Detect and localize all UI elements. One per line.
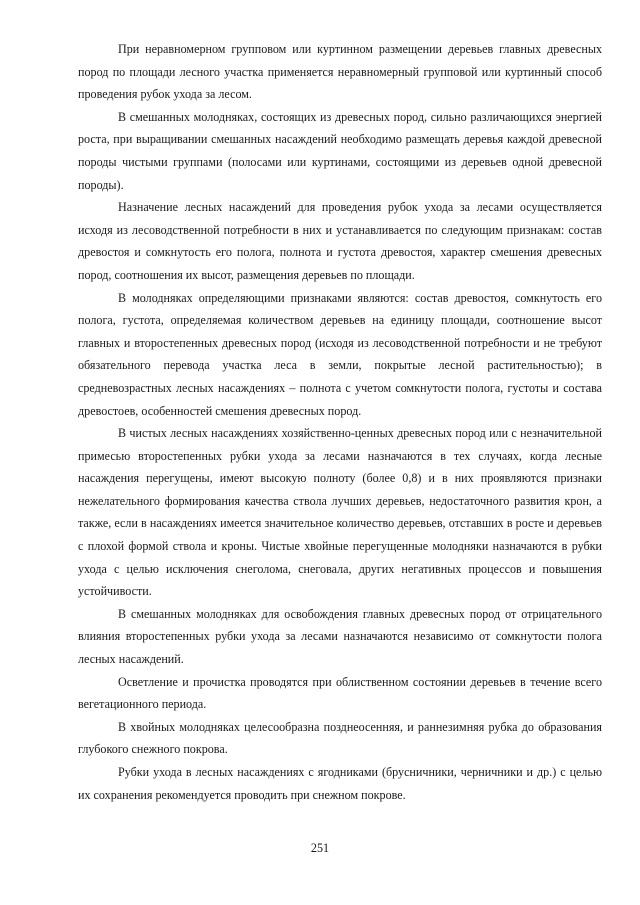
paragraph: В смешанных молодняках для освобождения главных древесных пород от отрицательного влияния второстепенных рубки ухода за лесами назначаются независимо от сомкнутости полога лесных насаждений. bbox=[78, 606, 602, 667]
page-number: 251 bbox=[310, 841, 330, 855]
paragraph: Рубки ухода в лесных насаждениях с ягодниками (брусничники, черничники и др.) с целью их сохранения рекомендуется проводить при снежном покрове. bbox=[78, 765, 602, 802]
document-body bbox=[78, 38, 602, 806]
paragraph: При неравномерном групповом или куртинном размещении деревьев главных древесных пород по площади лесного участка применяется неравномерный групповой или куртинный способ проведения рубок ухода за лесом. bbox=[78, 42, 602, 102]
paragraph: В хвойных молодняках целесообразна позднеосенняя, и раннезимняя рубка до образования глубокого снежного покрова. bbox=[78, 719, 602, 757]
paragraph: В чистых лесных насаждениях хозяйственно-ценных древесных пород или с незначительной примесью второстепенных рубки ухода за лесами назначаются в тех случаях, когда лесные насаждения перегущены, имеют высокую полноту (более 0,8) и в них проявляются признаки нежелательного формирования качества ствола лучших деревьев, недостаточного развития крон, а также, если в насаждениях имеется значительное количество деревьев, отставших в росте и деревьев с плохой формой ствола и кроны. Чистые хвойные перегущенные молодняки назначаются в рубки ухода с целью исключения снеголома, снеговала, других негативных процессов и повышения устойчивости. bbox=[78, 426, 602, 599]
paragraph: В молодняках определяющими признаками являются: состав древостоя, сомкнутость его полога, густота, определяемая количеством деревьев на единицу площади, соотношение высот главных и второстепенных древесных пород (исходя из лесоводственной потребности и не требуют обязательного перевода участка леса в земли, покрытые лесной растительностью); в средневозрастных лесных насаждениях – полнота с учетом сомкнутости полога, густоты и состава древостоев, особенностей смешения древесных пород. bbox=[78, 290, 602, 418]
paragraph: Назначение лесных насаждений для проведения рубок ухода за лесами осуществляется исходя из лесоводственной потребности в них и устанавливается по следующим признакам: состав древостоя и сомкнутость его полога, полнота и густота древостоя, характер смешения древесных пород, соотношения их высот, размещения деревьев по площади. bbox=[78, 200, 602, 282]
paragraph: Осветление и прочистка проводятся при облиственном состоянии деревьев в течение всего вегетационного периода. bbox=[78, 674, 602, 712]
paragraph: В смешанных молодняках, состоящих из древесных пород, сильно различающихся энергией роста, при выращивании смешанных насаждений необходимо размещать деревья каждой древесной породы чистыми группами (полосами или куртинами, состоящими из деревьев одной древесной породы). bbox=[78, 109, 602, 192]
